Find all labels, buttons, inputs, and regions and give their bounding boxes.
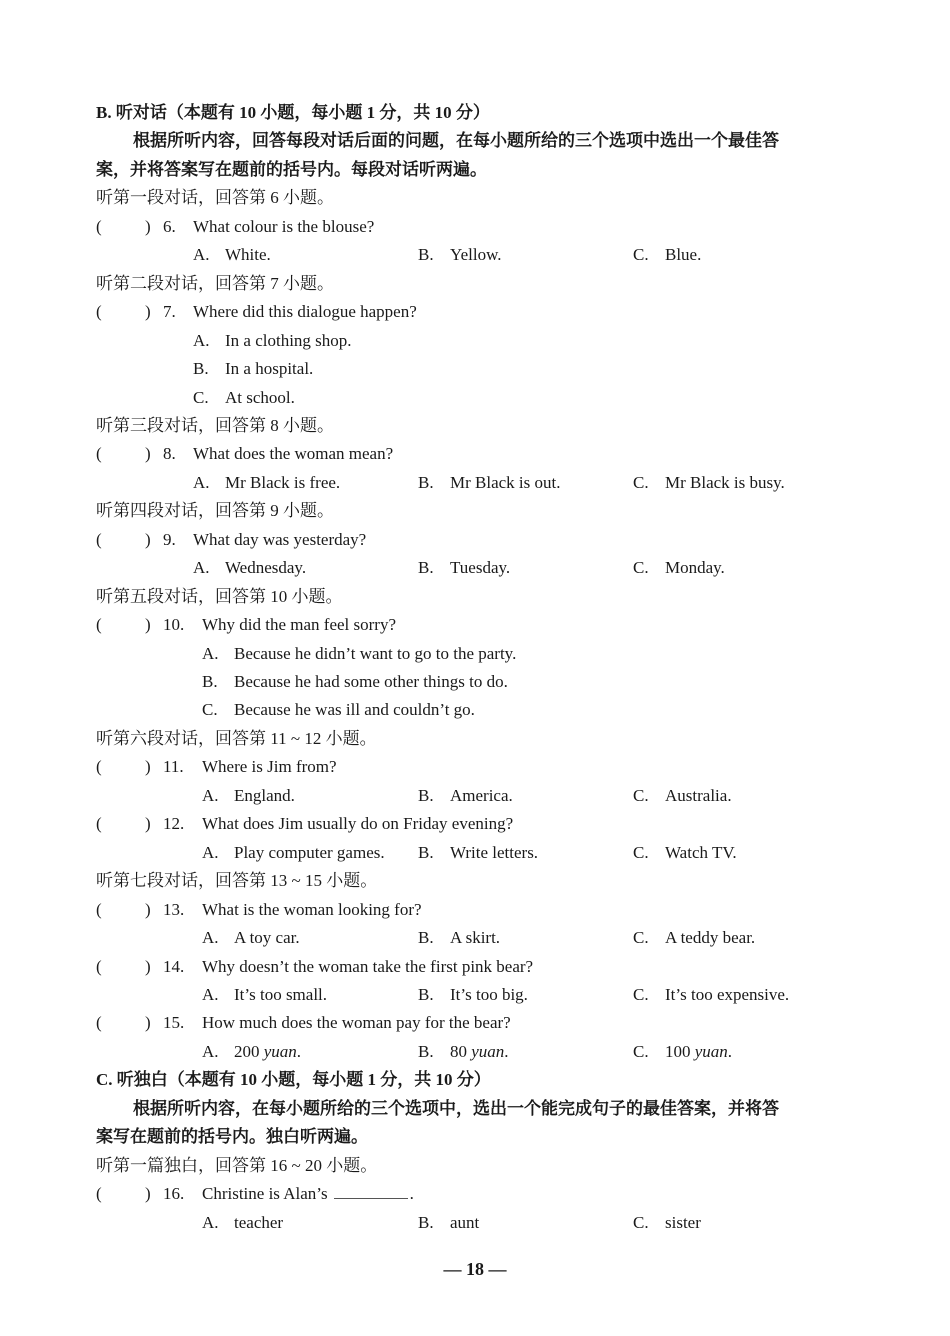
option-letter: C. — [633, 928, 649, 948]
option-item — [418, 924, 500, 952]
option-item — [193, 554, 306, 582]
option-item — [418, 241, 502, 269]
option-item — [202, 839, 385, 867]
option-item — [633, 981, 789, 1009]
option-item — [418, 554, 510, 582]
answer-bracket-close: ) — [145, 1013, 151, 1033]
option-text: Monday. — [665, 558, 725, 578]
answer-bracket-open[interactable]: ( — [96, 956, 102, 976]
option-item — [418, 1038, 509, 1066]
option-letter: C. — [633, 472, 649, 492]
question — [96, 213, 876, 241]
option-item — [202, 668, 508, 696]
question-number: 12. — [163, 814, 185, 834]
answer-bracket-open[interactable]: ( — [96, 757, 102, 777]
dialogue-heading: 听第二段对话，回答第 7 小题。 — [96, 273, 334, 293]
option-text: Watch TV. — [665, 842, 737, 862]
option-item — [633, 469, 785, 497]
option-text: Blue. — [665, 245, 702, 265]
option-end: . — [296, 1041, 302, 1061]
option-text: Play computer games. — [234, 842, 385, 862]
option-letter: C. — [633, 984, 649, 1004]
section-heading: C. 听独白（本题有 10 小题，每小题 1 分，共 10 分） — [96, 1070, 491, 1090]
dialogue-heading: 听第四段对话，回答第 9 小题。 — [96, 501, 334, 521]
option-text: Because he didn’t want to go to the party. — [234, 643, 517, 663]
option-end: . — [727, 1041, 733, 1061]
question-number: 10. — [163, 615, 185, 635]
option-text: Because he had some other things to do. — [234, 672, 508, 691]
option-text: America. — [450, 785, 513, 805]
instructions-cont: 案，并将答案写在题前的括号内。每段对话听两遍。 — [96, 159, 487, 179]
option-letter: B. — [418, 1212, 434, 1232]
question-text — [202, 1180, 414, 1208]
question-number: 6. — [163, 216, 176, 236]
question-text — [202, 1009, 511, 1037]
instructions: 根据所听内容，回答每段对话后面的问题，在每小题所给的三个选项中选出一个最佳答 — [133, 131, 779, 151]
question-stem: Why did the man feel sorry? — [202, 615, 397, 635]
answer-bracket-close: ) — [145, 216, 151, 236]
question — [96, 440, 876, 468]
answer-bracket-close: ) — [145, 1184, 151, 1204]
question-text — [193, 440, 393, 468]
option-item — [202, 981, 327, 1009]
option-letter: B. — [418, 785, 434, 805]
question — [96, 753, 876, 781]
question-number: 7. — [163, 302, 176, 322]
option-end: . — [504, 1041, 509, 1061]
option-letter: B. — [418, 928, 434, 948]
option-letter: B. — [418, 558, 434, 578]
question-end: . — [409, 1184, 414, 1204]
answer-bracket-close: ) — [145, 956, 151, 976]
option-item — [202, 1209, 283, 1237]
question — [96, 810, 876, 838]
option-letter: A. — [193, 472, 210, 492]
question-text — [193, 213, 374, 241]
answer-bracket-close: ) — [145, 899, 151, 919]
option-item — [193, 355, 313, 383]
option-letter: B. — [418, 472, 434, 492]
option-unit: yuan — [263, 1041, 297, 1061]
question-text — [202, 896, 422, 924]
option-unit: yuan — [694, 1041, 728, 1061]
question — [96, 526, 876, 554]
option-text: sister — [665, 1212, 701, 1232]
question-number: 14. — [163, 956, 185, 976]
option-text: Mr Black is busy. — [665, 472, 785, 492]
option-text: 100 — [665, 1041, 695, 1061]
answer-blank[interactable] — [334, 1180, 408, 1199]
option-letter: C. — [633, 245, 649, 265]
option-letter: A. — [202, 1041, 219, 1061]
question-text — [202, 753, 337, 781]
question — [96, 1009, 876, 1037]
question-text — [193, 298, 417, 326]
instructions-cont: 案写在题前的括号内。独白听两遍。 — [96, 1127, 368, 1147]
option-item — [193, 241, 271, 269]
option-item — [418, 782, 513, 810]
option-item — [418, 981, 528, 1009]
option-letter: C. — [633, 785, 649, 805]
option-item — [202, 1038, 301, 1066]
answer-bracket-open[interactable]: ( — [96, 529, 102, 549]
answer-bracket-close: ) — [145, 529, 151, 549]
answer-bracket-close: ) — [145, 615, 151, 635]
option-item — [633, 1038, 732, 1066]
page-number: — 18 — — [443, 1259, 507, 1279]
question-stem: What does the woman mean? — [193, 444, 394, 464]
option-text: Tuesday. — [450, 558, 511, 578]
dialogue-heading: 听第一段对话，回答第 6 小题。 — [96, 188, 334, 208]
option-letter: C. — [633, 842, 649, 862]
question-number: 9. — [163, 529, 176, 549]
option-letter: B. — [418, 1041, 434, 1061]
answer-bracket-close: ) — [145, 444, 151, 464]
option-letter: A. — [202, 1212, 219, 1232]
option-item — [418, 1209, 479, 1237]
answer-bracket-close: ) — [145, 814, 151, 834]
option-text: Yellow. — [450, 245, 502, 265]
option-item — [193, 327, 352, 355]
option-text: In a hospital. — [225, 359, 314, 379]
option-text: It’s too big. — [450, 984, 528, 1004]
option-letter: C. — [202, 700, 218, 720]
option-text: It’s too small. — [234, 984, 328, 1004]
option-text: Mr Black is out. — [450, 472, 561, 492]
option-text: In a clothing shop. — [225, 330, 352, 350]
option-item — [633, 1209, 701, 1237]
question-number: 15. — [163, 1013, 185, 1033]
option-letter: B. — [193, 359, 209, 379]
option-item — [202, 696, 475, 724]
answer-bracket-open[interactable]: ( — [96, 814, 102, 834]
option-text: Because he was ill and couldn’t go. — [234, 700, 475, 720]
option-letter: B. — [418, 984, 434, 1004]
option-text: At school. — [225, 387, 295, 407]
option-letter: C. — [193, 387, 209, 407]
question-stem: What is the woman looking for? — [202, 899, 422, 919]
question-stem: What day was yesterday? — [193, 529, 367, 549]
option-text: 80 — [450, 1041, 472, 1061]
option-text: aunt — [450, 1212, 480, 1232]
option-item — [418, 839, 538, 867]
option-text: teacher — [234, 1212, 284, 1232]
question — [96, 896, 876, 924]
option-text: White. — [225, 245, 271, 265]
option-item — [202, 924, 300, 952]
option-letter: A. — [202, 984, 219, 1004]
option-text: 200 — [234, 1041, 264, 1061]
option-item — [633, 924, 755, 952]
option-item — [633, 241, 701, 269]
option-item — [193, 384, 295, 412]
answer-bracket-close: ) — [145, 302, 151, 322]
option-item — [633, 782, 732, 810]
option-letter: C. — [633, 1212, 649, 1232]
option-letter: A. — [193, 245, 210, 265]
option-text: Wednesday. — [225, 558, 307, 578]
option-item — [633, 554, 725, 582]
section-heading: B. 听对话（本题有 10 小题，每小题 1 分，共 10 分） — [96, 103, 490, 122]
option-text: Mr Black is free. — [225, 472, 341, 492]
option-letter: A. — [202, 842, 219, 862]
option-item — [193, 469, 340, 497]
option-letter: C. — [633, 558, 649, 578]
question-text — [202, 611, 396, 639]
question-stem: How much does the woman pay for the bear? — [202, 1013, 511, 1033]
option-letter: B. — [202, 672, 218, 691]
dialogue-heading: 听第五段对话，回答第 10 小题。 — [96, 586, 343, 606]
answer-bracket-open[interactable]: ( — [96, 899, 102, 919]
question-number: 13. — [163, 899, 185, 919]
option-letter: C. — [633, 1041, 649, 1061]
option-text: It’s too expensive. — [665, 984, 790, 1004]
option-text: A toy car. — [234, 928, 300, 948]
option-letter: A. — [202, 928, 219, 948]
option-item — [418, 469, 561, 497]
answer-bracket-open[interactable]: ( — [96, 444, 102, 464]
option-text: Write letters. — [450, 842, 539, 862]
option-text: Australia. — [665, 785, 732, 805]
question-stem: What does Jim usually do on Friday evening? — [202, 814, 514, 834]
question — [96, 611, 876, 639]
option-letter: A. — [202, 643, 219, 663]
question-stem: Where is Jim from? — [202, 757, 337, 777]
option-text: England. — [234, 785, 295, 805]
question — [96, 1180, 876, 1208]
answer-bracket-open[interactable]: ( — [96, 302, 102, 322]
question-number: 11. — [163, 757, 184, 777]
option-letter: B. — [418, 842, 434, 862]
option-item — [202, 782, 295, 810]
question-text — [193, 526, 366, 554]
answer-bracket-open[interactable]: ( — [96, 615, 102, 635]
question — [96, 953, 876, 981]
dialogue-heading: 听第一篇独白，回答第 16 ~ 20 小题。 — [96, 1155, 378, 1175]
option-letter: A. — [202, 785, 219, 805]
dialogue-heading: 听第七段对话，回答第 13 ~ 15 小题。 — [96, 871, 378, 891]
dialogue-heading: 听第六段对话，回答第 11 ~ 12 小题。 — [96, 728, 377, 748]
question-number: 8. — [163, 444, 176, 464]
option-letter: A. — [193, 558, 210, 578]
question-stem: Christine is Alan’s — [202, 1184, 328, 1204]
option-text: A skirt. — [450, 928, 501, 948]
question-text — [202, 953, 533, 981]
instructions: 根据所听内容，在每小题所给的三个选项中，选出一个能完成句子的最佳答案，并将答 — [133, 1098, 779, 1118]
answer-bracket-open[interactable]: ( — [96, 216, 102, 236]
question-stem: Why doesn’t the woman take the first pink bear? — [202, 956, 534, 976]
question-stem: Where did this dialogue happen? — [193, 302, 417, 322]
option-text: A teddy bear. — [665, 928, 756, 948]
question-text — [202, 810, 513, 838]
question-stem: What colour is the blouse? — [193, 216, 375, 236]
option-item — [633, 839, 737, 867]
option-item — [202, 640, 516, 668]
answer-bracket-close: ) — [145, 757, 151, 777]
option-unit: yuan — [471, 1041, 505, 1061]
answer-bracket-open[interactable]: ( — [96, 1013, 102, 1033]
answer-bracket-open[interactable]: ( — [96, 1184, 102, 1204]
question-number: 16. — [163, 1184, 185, 1204]
option-letter: B. — [418, 245, 434, 265]
option-letter: A. — [193, 330, 210, 350]
question — [96, 298, 876, 326]
dialogue-heading: 听第三段对话，回答第 8 小题。 — [96, 415, 334, 435]
